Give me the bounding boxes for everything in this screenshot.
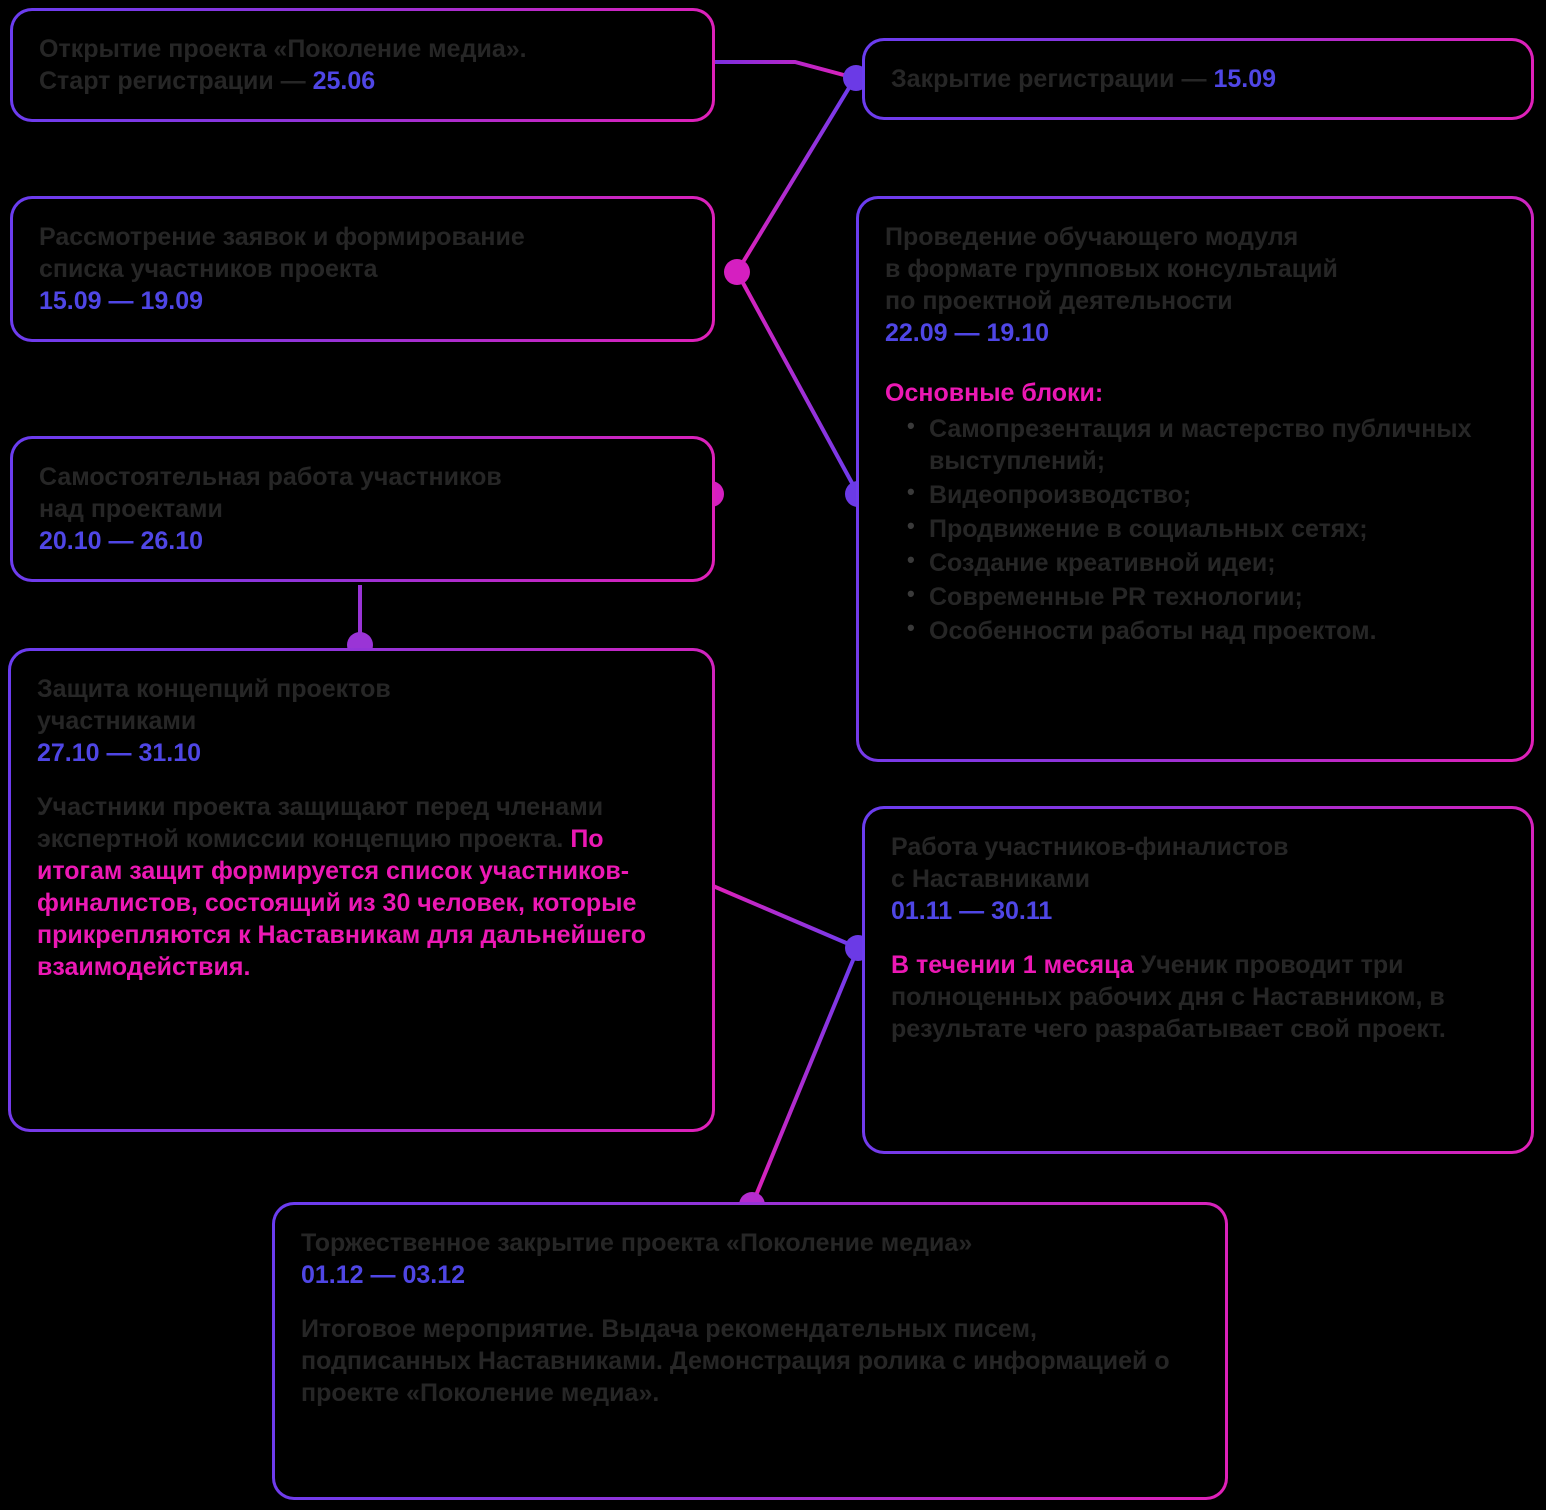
list-item: • Продвижение в социальных сетях; [901, 513, 1505, 545]
node-selfwork-line1: Самостоятельная работа участников [39, 463, 502, 491]
node-mentors-date: 01.11 — 30.11 [891, 897, 1053, 925]
node-application-review[interactable] [10, 196, 715, 342]
node-mentors-body [891, 949, 1505, 1045]
node-defense-date: 27.10 — 31.10 [37, 739, 202, 767]
node-mentors-line1: Работа участников-финалистов [891, 833, 1289, 861]
list-item: • Создание креативной идеи; [901, 547, 1505, 579]
node-mentors-body-plain: Ученик проводит три полноценных рабочих дня с Наставником, в результате чего разрабатывает свой проект. [891, 951, 1446, 1043]
node-selfwork-line2: над проектами [39, 495, 223, 523]
node-close-label [891, 63, 1505, 95]
list-item: • Современные PR технологии; [901, 581, 1505, 613]
node-defense-line2: участниками [37, 707, 197, 735]
node-training-module[interactable] [856, 196, 1534, 762]
node-review-date: 15.09 — 19.09 [39, 287, 204, 315]
node-training-line2: в формате групповых консультаций [885, 255, 1338, 283]
node-training-line3: по проектной деятельности [885, 287, 1233, 315]
node-training-blocks-list [885, 413, 1505, 647]
node-selfwork-date: 20.10 — 26.10 [39, 527, 204, 555]
spacer [891, 927, 1505, 949]
node-open-line2-prefix: Старт регистрации — [39, 67, 313, 95]
node-open-date: 25.06 [312, 67, 376, 95]
list-item: • Особенности работы над проектом. [901, 615, 1505, 647]
node-mentors-body-highlight: В течении 1 месяца [891, 951, 1141, 979]
spacer [301, 1291, 1199, 1313]
node-registration-close[interactable] [862, 38, 1534, 120]
spacer [37, 769, 686, 791]
node-open-line2 [39, 65, 686, 97]
node-dot-review [724, 259, 750, 285]
node-defense-body-plain: Участники проекта защищают перед членами экспертной комиссии концепцию проекта. [37, 793, 604, 853]
node-concept-defense[interactable] [8, 648, 715, 1132]
node-defense-body-highlight: По итогам защит формируется список участников-финалистов, состоящий из 30 человек, которые прикрепляются к Наставникам для дальнейшего взаимодействия. [37, 825, 647, 981]
node-closing-body: Итоговое мероприятие. Выдача рекомендательных писем, подписанных Наставниками. Демонстрация ролика с информацией о проекте «Поколение медиа». [301, 1315, 1170, 1407]
node-closing-line1: Торжественное закрытие проекта «Поколение медиа» [301, 1229, 973, 1257]
node-close-prefix: Закрытие регистрации — [891, 65, 1214, 93]
node-training-line1: Проведение обучающего модуля [885, 223, 1299, 251]
node-review-line2: списка участников проекта [39, 255, 378, 283]
node-training-blocks-heading: Основные блоки: [885, 379, 1104, 407]
node-close-date: 15.09 [1213, 65, 1276, 93]
node-mentors-line2: с Наставниками [891, 865, 1090, 893]
node-defense-line1: Защита концепций проектов [37, 675, 391, 703]
node-project-opening[interactable] [10, 8, 715, 122]
node-self-work[interactable] [10, 436, 715, 582]
node-mentors-work[interactable] [862, 806, 1534, 1154]
list-item: • Самопрезентация и мастерство публичных выступлений; [901, 413, 1505, 477]
node-open-line1: Открытие проекта «Поколение медиа». [39, 35, 527, 63]
node-training-date: 22.09 — 19.10 [885, 319, 1050, 347]
list-item: • Видеопроизводство; [901, 479, 1505, 511]
node-defense-body [37, 791, 686, 983]
node-review-line1: Рассмотрение заявок и формирование [39, 223, 525, 251]
node-closing-ceremony[interactable] [272, 1202, 1228, 1500]
node-closing-date: 01.12 — 03.12 [301, 1261, 466, 1289]
